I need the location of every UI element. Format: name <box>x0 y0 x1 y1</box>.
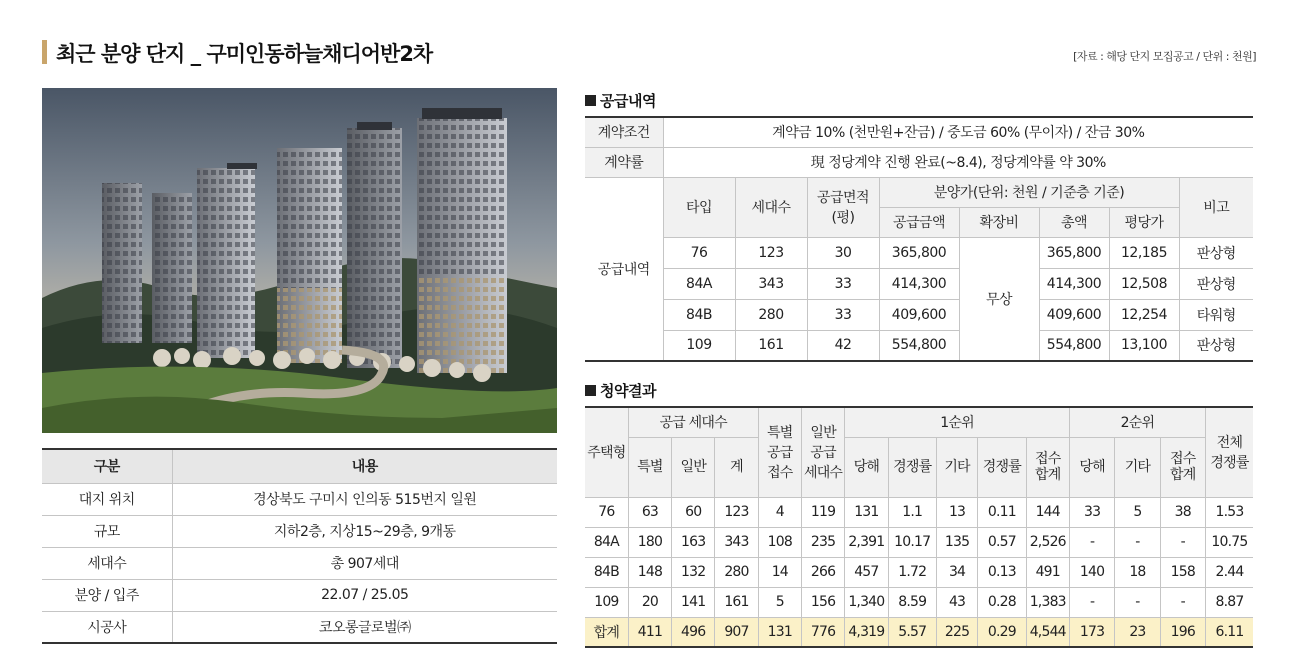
results-cell: 0.13 <box>978 557 1026 587</box>
info-value: 22.07 / 25.05 <box>172 579 557 611</box>
results-data-row <box>585 527 1253 557</box>
results-cell: 173 <box>1069 617 1114 647</box>
info-row <box>42 483 557 515</box>
info-value: 지하2층, 지상15~29층, 9개동 <box>172 515 557 547</box>
results-cell: 18 <box>1115 557 1160 587</box>
cell-area: 30 <box>807 237 879 268</box>
info-row <box>42 579 557 611</box>
header-total: 총액 <box>1039 207 1109 237</box>
results-cell: 2,391 <box>845 527 888 557</box>
header-receipt-total: 접수 합계 <box>1026 437 1069 497</box>
results-cell: 109 <box>585 587 628 617</box>
cell-supply-amount: 554,800 <box>879 330 959 361</box>
results-cell: 4 <box>758 497 801 527</box>
info-header-content: 내용 <box>172 449 557 483</box>
results-cell: 0.57 <box>978 527 1026 557</box>
results-cell: 163 <box>672 527 715 557</box>
results-cell: 1.1 <box>888 497 936 527</box>
cell-total: 409,600 <box>1039 299 1109 330</box>
results-cell: - <box>1115 527 1160 557</box>
info-value: 코오롱글로벌㈜ <box>172 611 557 643</box>
header-per-pyeong: 평당가 <box>1109 207 1179 237</box>
results-data-row <box>585 557 1253 587</box>
cell-note: 판상형 <box>1179 268 1253 299</box>
results-cell: 10.75 <box>1205 527 1253 557</box>
cell-supply-amount: 409,600 <box>879 299 959 330</box>
results-cell: 4,319 <box>845 617 888 647</box>
cell-supply-amount: 365,800 <box>879 237 959 268</box>
info-row <box>42 547 557 579</box>
results-cell: 2.44 <box>1205 557 1253 587</box>
cell-expansion: 무상 <box>959 237 1039 361</box>
cell-households: 123 <box>735 237 807 268</box>
results-cell: - <box>1069 527 1114 557</box>
results-cell: 20 <box>628 587 671 617</box>
supply-data-row <box>585 330 1253 361</box>
header-price-group: 분양가(단위: 천원 / 기준층 기준) <box>879 177 1179 207</box>
results-cell: 180 <box>628 527 671 557</box>
results-cell: 6.11 <box>1205 617 1253 647</box>
cell-area: 33 <box>807 268 879 299</box>
supply-data-row <box>585 268 1253 299</box>
supply-header-row <box>585 177 1253 207</box>
results-cell: 491 <box>1026 557 1069 587</box>
results-cell: 132 <box>672 557 715 587</box>
page-title: 최근 분양 단지 _ 구미인동하늘채디어반2차 <box>56 42 433 66</box>
cell-type: 84B <box>663 299 735 330</box>
results-cell: 0.11 <box>978 497 1026 527</box>
results-cell: 123 <box>715 497 758 527</box>
results-cell: 496 <box>672 617 715 647</box>
results-subheader-row <box>585 437 1253 497</box>
info-header-category: 구분 <box>42 449 172 483</box>
results-cell: 907 <box>715 617 758 647</box>
results-cell: 131 <box>758 617 801 647</box>
info-key: 분양 / 입주 <box>42 579 172 611</box>
results-cell: 776 <box>801 617 844 647</box>
header-housing-type: 주택형 <box>585 407 628 497</box>
results-cell: 141 <box>672 587 715 617</box>
header-special-apply: 특별 공급 접수 <box>758 407 801 497</box>
results-cell: 0.28 <box>978 587 1026 617</box>
cell-total: 414,300 <box>1039 268 1109 299</box>
header-type: 타입 <box>663 177 735 237</box>
results-total-row <box>585 617 1253 647</box>
cell-area: 42 <box>807 330 879 361</box>
results-cell: 280 <box>715 557 758 587</box>
results-cell: 156 <box>801 587 844 617</box>
results-cell: 1,383 <box>1026 587 1069 617</box>
cell-households: 161 <box>735 330 807 361</box>
contract-terms-value: 계약금 10% (천만원+잔금) / 중도금 60% (무이자) / 잔금 30% <box>663 117 1253 147</box>
cell-note: 타워형 <box>1179 299 1253 330</box>
supply-table <box>585 116 1253 362</box>
results-cell: 5 <box>1115 497 1160 527</box>
results-cell: 144 <box>1026 497 1069 527</box>
square-bullet-icon <box>585 95 596 106</box>
cell-supply-amount: 414,300 <box>879 268 959 299</box>
results-cell: 1,340 <box>845 587 888 617</box>
results-cell: 5 <box>758 587 801 617</box>
header-households: 세대수 <box>735 177 807 237</box>
cell-per-pyeong: 12,185 <box>1109 237 1179 268</box>
results-cell: 10.17 <box>888 527 936 557</box>
results-cell: 5.57 <box>888 617 936 647</box>
info-key: 규모 <box>42 515 172 547</box>
header-area: 공급면적 (평) <box>807 177 879 237</box>
info-key: 대지 위치 <box>42 483 172 515</box>
source-note: [자료 : 해당 단지 모집공고 / 단위 : 천원] <box>1073 50 1256 63</box>
results-cell: 2,526 <box>1026 527 1069 557</box>
header-total: 계 <box>715 437 758 497</box>
results-cell: 8.87 <box>1205 587 1253 617</box>
header-competition: 경쟁률 <box>888 437 936 497</box>
results-cell: 135 <box>936 527 977 557</box>
header-other: 기타 <box>936 437 977 497</box>
cell-households: 343 <box>735 268 807 299</box>
info-value: 경상북도 구미시 인의동 515번지 일원 <box>172 483 557 515</box>
header-expansion: 확장비 <box>959 207 1039 237</box>
results-cell: - <box>1069 587 1114 617</box>
cell-note: 판상형 <box>1179 330 1253 361</box>
info-value: 총 907세대 <box>172 547 557 579</box>
results-cell: 38 <box>1160 497 1205 527</box>
results-header-row <box>585 407 1253 437</box>
results-cell: 0.29 <box>978 617 1026 647</box>
supply-data-row <box>585 299 1253 330</box>
results-data-row <box>585 587 1253 617</box>
info-key: 시공사 <box>42 611 172 643</box>
info-key: 세대수 <box>42 547 172 579</box>
supply-section-title: 공급내역 <box>585 90 656 111</box>
info-row <box>42 611 557 643</box>
complex-rendering-illustration <box>42 88 557 433</box>
results-cell: 131 <box>845 497 888 527</box>
contract-rate-value: 現 정당계약 진행 완료(~8.4), 정당계약률 약 30% <box>663 147 1253 177</box>
results-cell: 161 <box>715 587 758 617</box>
header-first-rank: 1순위 <box>845 407 1070 437</box>
results-cell: 119 <box>801 497 844 527</box>
cell-type: 109 <box>663 330 735 361</box>
info-row <box>42 515 557 547</box>
square-bullet-icon <box>585 385 596 396</box>
cell-type: 84A <box>663 268 735 299</box>
results-section-title: 청약결과 <box>585 380 656 401</box>
results-cell: 33 <box>1069 497 1114 527</box>
cell-households: 280 <box>735 299 807 330</box>
complex-rendering-image <box>42 88 557 433</box>
header-general: 일반 <box>672 437 715 497</box>
supply-data-row <box>585 237 1253 268</box>
results-cell: 225 <box>936 617 977 647</box>
header-overall-competition: 전체 경쟁률 <box>1205 407 1253 497</box>
cell-type: 76 <box>663 237 735 268</box>
results-cell: 140 <box>1069 557 1114 587</box>
results-cell: 14 <box>758 557 801 587</box>
cell-note: 판상형 <box>1179 237 1253 268</box>
results-cell: 266 <box>801 557 844 587</box>
results-cell: - <box>1115 587 1160 617</box>
header-competition2: 경쟁률 <box>978 437 1026 497</box>
cell-per-pyeong: 12,508 <box>1109 268 1179 299</box>
header-local2: 당해 <box>1069 437 1114 497</box>
results-table <box>585 406 1253 648</box>
header-supply-amount: 공급금액 <box>879 207 959 237</box>
cell-total: 365,800 <box>1039 237 1109 268</box>
header-other2: 기타 <box>1115 437 1160 497</box>
results-cell: 457 <box>845 557 888 587</box>
results-cell: 76 <box>585 497 628 527</box>
contract-terms-row <box>585 117 1253 147</box>
cell-per-pyeong: 12,254 <box>1109 299 1179 330</box>
header-second-rank: 2순위 <box>1069 407 1205 437</box>
contract-rate-label: 계약률 <box>585 147 663 177</box>
complex-info-table <box>42 448 557 644</box>
contract-rate-row <box>585 147 1253 177</box>
results-cell: 1.72 <box>888 557 936 587</box>
info-table-header-row <box>42 449 557 483</box>
cell-area: 33 <box>807 299 879 330</box>
results-cell: 1.53 <box>1205 497 1253 527</box>
results-cell: 411 <box>628 617 671 647</box>
header-supply-households: 공급 세대수 <box>628 407 758 437</box>
supply-row-label: 공급내역 <box>585 177 663 361</box>
results-cell: 8.59 <box>888 587 936 617</box>
results-cell: 84B <box>585 557 628 587</box>
results-cell: 84A <box>585 527 628 557</box>
results-cell: 63 <box>628 497 671 527</box>
header-receipt-total2: 접수 합계 <box>1160 437 1205 497</box>
results-cell: 34 <box>936 557 977 587</box>
results-cell: 158 <box>1160 557 1205 587</box>
results-data-row <box>585 497 1253 527</box>
header-special: 특별 <box>628 437 671 497</box>
cell-per-pyeong: 13,100 <box>1109 330 1179 361</box>
results-cell: 343 <box>715 527 758 557</box>
results-cell: - <box>1160 527 1205 557</box>
results-cell: 235 <box>801 527 844 557</box>
results-cell: 43 <box>936 587 977 617</box>
results-cell: 13 <box>936 497 977 527</box>
header-local: 당해 <box>845 437 888 497</box>
header-general-supply: 일반 공급 세대수 <box>801 407 844 497</box>
results-cell: 60 <box>672 497 715 527</box>
header-note: 비고 <box>1179 177 1253 237</box>
results-cell: - <box>1160 587 1205 617</box>
results-cell: 4,544 <box>1026 617 1069 647</box>
results-cell: 148 <box>628 557 671 587</box>
results-cell: 108 <box>758 527 801 557</box>
cell-total: 554,800 <box>1039 330 1109 361</box>
results-cell: 23 <box>1115 617 1160 647</box>
contract-terms-label: 계약조건 <box>585 117 663 147</box>
title-accent-bar <box>42 40 47 64</box>
results-cell: 합계 <box>585 617 628 647</box>
results-cell: 196 <box>1160 617 1205 647</box>
